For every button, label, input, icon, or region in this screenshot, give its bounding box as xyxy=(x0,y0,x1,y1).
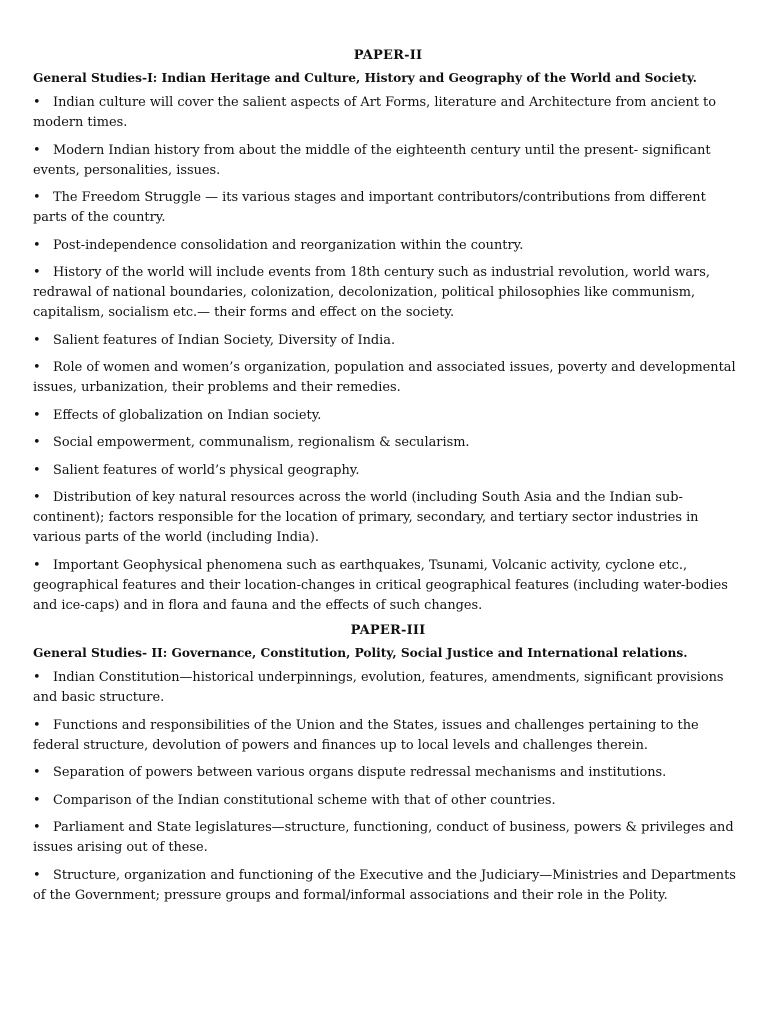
bullet-icon: • xyxy=(33,792,41,808)
bullet-icon: • xyxy=(33,265,41,280)
bullet-icon: • xyxy=(33,820,41,835)
bullet-icon: • xyxy=(33,190,41,205)
section-heading: General Studies- II: Governance, Constitution, Polity, Social Justice and International relations. xyxy=(33,646,688,660)
paper-title: PAPER-III xyxy=(350,623,426,638)
bullet-icon: • xyxy=(33,332,41,348)
list-item: • Effects of globalization on Indian society. xyxy=(33,406,743,426)
syllabus-list xyxy=(33,93,743,616)
list-item: • Indian culture will cover the salient aspects of Art Forms, literature and Architecture from ancient to modern times. xyxy=(33,95,716,130)
bullet-icon: • xyxy=(33,95,41,110)
list-item: • Salient features of world’s physical geography. xyxy=(33,461,743,481)
bullet-icon: • xyxy=(33,557,41,573)
syllabus-list xyxy=(33,668,743,906)
list-item: • Role of women and women’s organization, population and associated issues, poverty and developmental issues, urbanization, their problems and their remedies. xyxy=(33,360,736,395)
bullet-icon: • xyxy=(33,462,41,478)
bullet-icon: • xyxy=(33,237,41,253)
list-item: • Modern Indian history from about the middle of the eighteenth century until the present- significant events, personalities, issues. xyxy=(33,142,711,178)
list-item: • Salient features of Indian Society, Diversity of India. xyxy=(33,331,743,351)
list-item: • Distribution of key natural resources across the world (including South Asia and the Indian sub-continent); factors responsible for the location of primary, secondary, and tertiary sector industries in various parts of the world (including India). xyxy=(33,490,699,545)
list-item: • Structure, organization and functioning of the Executive and the Judiciary—Ministries and Departments of the Government; pressure groups and formal/informal associations and their role in the Polity. xyxy=(33,867,736,903)
list-item: • Post-independence consolidation and reorganization within the country. xyxy=(33,236,743,256)
bullet-icon: • xyxy=(33,490,41,505)
list-item: • History of the world will include events from 18th century such as industrial revolution, world wars, redrawal of national boundaries, colonization, decolonization, political philosophies like communism, capitalism, socialism etc.— their forms and effect on the society. xyxy=(33,265,710,320)
list-item: • Important Geophysical phenomena such as earthquakes, Tsunami, Volcanic activity, cyclone etc., geographical features and their location-changes in critical geographical features (including water-bodies and ice-caps) and in flora and fauna and the effects of such changes. xyxy=(33,557,728,613)
document-page xyxy=(33,48,743,913)
bullet-icon: • xyxy=(33,717,41,733)
list-item: • Social empowerment, communalism, regionalism & secularism. xyxy=(33,433,743,453)
list-item: • Functions and responsibilities of the Union and the States, issues and challenges pertaining to the federal structure, devolution of powers and finances up to local levels and challenges therein. xyxy=(33,717,699,753)
bullet-icon: • xyxy=(33,765,41,780)
list-item: • Comparison of the Indian constitutional scheme with that of other countries. xyxy=(33,791,743,811)
paper-title: PAPER-II xyxy=(353,48,423,63)
bullet-icon: • xyxy=(33,142,41,158)
list-item: • The Freedom Struggle — its various stages and important contributors/contributions from different parts of the country. xyxy=(33,190,706,225)
bullet-icon: • xyxy=(33,360,41,375)
bullet-icon: • xyxy=(33,867,41,883)
section-heading: General Studies-I: Indian Heritage and Culture, History and Geography of the World and Society. xyxy=(33,71,697,85)
bullet-icon: • xyxy=(33,407,41,423)
bullet-icon: • xyxy=(33,670,41,685)
list-item: • Parliament and State legislatures—structure, functioning, conduct of business, powers & privileges and issues arising out of these. xyxy=(33,820,734,855)
list-item: • Indian Constitution—historical underpinnings, evolution, features, amendments, significant provisions and basic structure. xyxy=(33,670,724,705)
bullet-icon: • xyxy=(33,435,41,450)
list-item: • Separation of powers between various organs dispute redressal mechanisms and institutions. xyxy=(33,763,743,783)
